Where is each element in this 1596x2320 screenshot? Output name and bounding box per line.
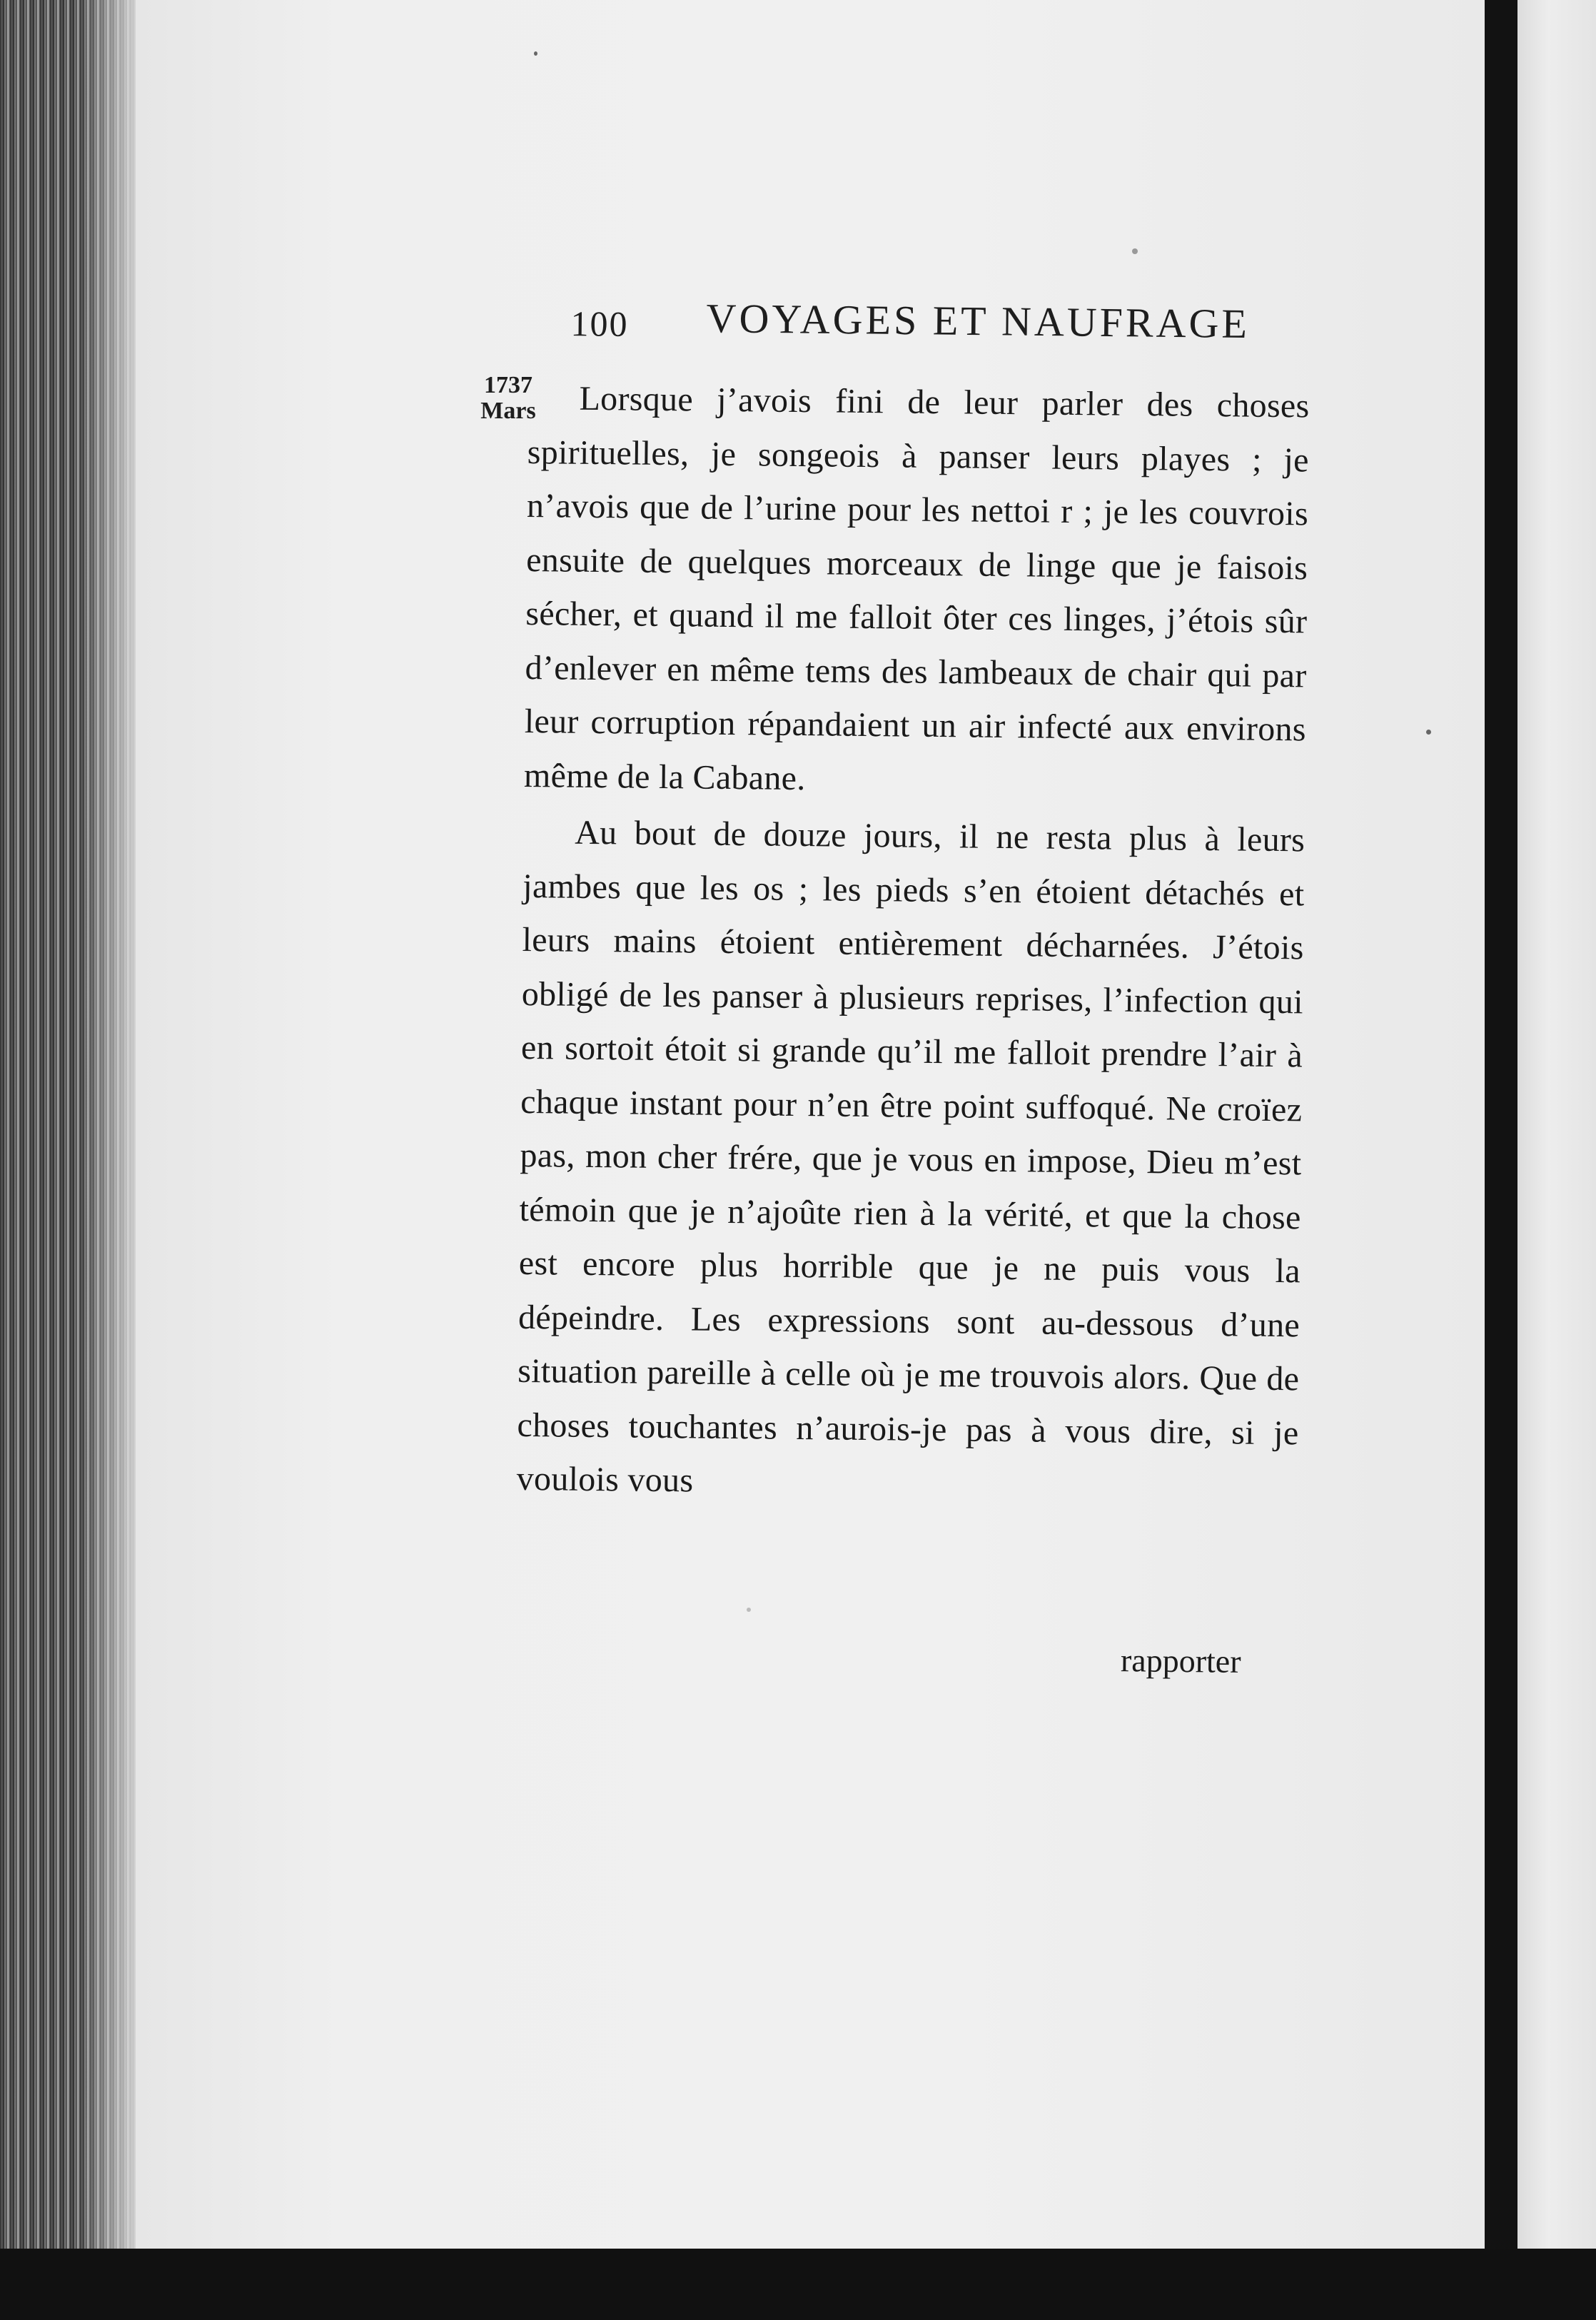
- scanner-bottom-band: [0, 2249, 1596, 2320]
- catchword: rapporter: [1120, 1642, 1241, 1680]
- margin-month: Mars: [480, 398, 536, 424]
- paper-speck: [1426, 730, 1431, 735]
- paragraph: Au bout de douze jours, il ne resta plus à leurs jambes que les os ; les pieds s’en étoient détachés et leurs mains étoient entièrement décharnées. J’étois obligé de les panser à plusieurs reprises, l’infection qui en sortoit étoit si grande qu’il me falloit prendre l’air à chaque instant pour n’en être point suffoqué. Ne croïez pas, mon cher frére, que je vous en impose, Dieu m’est témoin que je n’ajoûte rien à la vérité, et que la chose est encore plus horrible que je ne puis vous la dépeindre. Les expressions sont au-dessous d’une situation pareille à celle où je me trouvois alors. Que de choses touchantes n’aurois-je pas à vous dire, si je voulois vous: [516, 813, 1305, 1500]
- paper-speck: [1132, 248, 1138, 254]
- margin-year: 1737: [484, 372, 532, 398]
- scanner-edge-bar: [1485, 0, 1517, 2270]
- body-text: [516, 371, 1310, 1514]
- paper-speck: [534, 51, 537, 56]
- running-title: VOYAGES ET NAUFRAGE: [706, 295, 1251, 348]
- adjacent-page-edge: [1517, 0, 1596, 2270]
- page-header: [563, 293, 1251, 363]
- page-number: 100: [570, 303, 629, 344]
- paper-speck: [747, 1608, 751, 1612]
- paragraph: Lorsque j’avois fini de leur parler des choses spirituelles, je songeois à panser leurs playes ; je n’avois que de l’urine pour les nettoi r ; je les couvrois ensuite de quelques morceaux de linge que je faisois sécher, et quand il me falloit ôter ces linges, j’étois sûr d’enlever en même tems des lambeaux de chair qui par leur corruption répandaient un air infecté aux environs même de la Cabane.: [523, 379, 1310, 797]
